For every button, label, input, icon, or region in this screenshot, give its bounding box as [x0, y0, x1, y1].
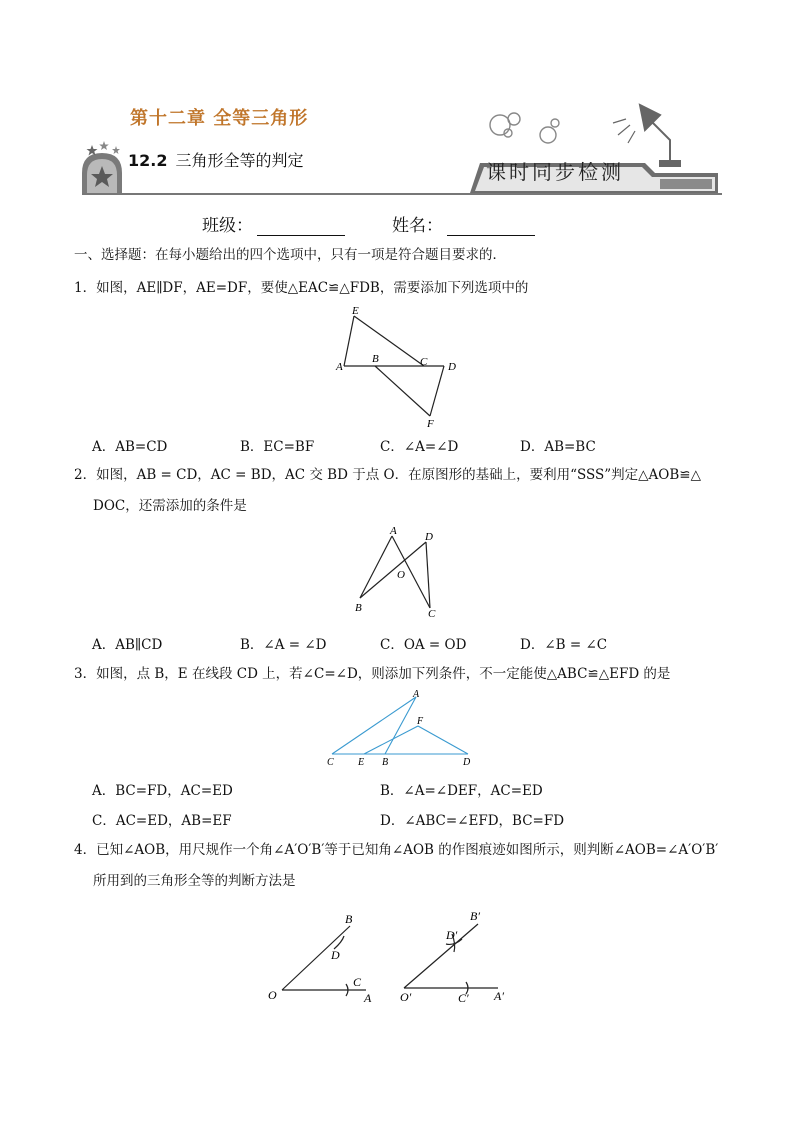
q3-option-c[interactable]: C．AC=ED，AB=EF [92, 813, 232, 829]
section-heading: 一、选择题：在每小题给出的四个选项中，只有一项是符合题目要求的． [74, 247, 506, 263]
q2-label-b: B [355, 602, 362, 614]
q4-left-label-d: D [331, 948, 340, 962]
q1-figure [330, 302, 465, 427]
q1-label-c: C [420, 356, 428, 368]
q3-label-f: F [417, 716, 424, 727]
q3-option-b[interactable]: B．∠A=∠DEF，AC=ED [380, 783, 543, 799]
q4-figure-right [390, 906, 520, 1011]
q4-right-label-d: D′ [446, 928, 458, 942]
class-label: 班级： [202, 216, 253, 236]
q4-figure-left [262, 906, 382, 1011]
q4-right-label-b: B′ [470, 909, 480, 923]
class-blank[interactable] [257, 219, 345, 236]
q4-left-label-c: C [353, 975, 362, 989]
q2-figure [348, 522, 448, 622]
q2-label-c: C [428, 608, 436, 620]
q3-option-d[interactable]: D．∠ABC=∠EFD，BC=FD [380, 813, 565, 829]
q3-label-b: B [382, 757, 389, 768]
banner-text: 课时同步检测 [486, 160, 624, 184]
q3-figure [322, 688, 482, 768]
name-field[interactable] [392, 211, 535, 236]
q4-left-label-a: A [364, 991, 372, 1005]
q2-label-d: D [425, 531, 433, 543]
class-field[interactable] [202, 211, 345, 236]
q1-option-d[interactable]: D．AB=BC [520, 439, 596, 455]
chapter-title: 第十二章 全等三角形 [130, 108, 309, 129]
q3-label-c: C [327, 757, 334, 768]
name-label: 姓名： [392, 216, 443, 236]
q4-left-label-b: B [345, 912, 353, 926]
section-name: 三角形全等的判定 [175, 151, 304, 170]
q4-right-label-c: C′ [458, 991, 469, 1005]
q1-label-b: B [372, 353, 379, 365]
q2-stem-line2: DOC，还需添加的条件是 [93, 498, 247, 514]
q1-stem: 1．如图，AE∥DF，AE=DF，要使△EAC≌△FDB，需要添加下列选项中的 [74, 280, 529, 296]
q1-label-e: E [352, 305, 359, 317]
q4-left-label-o: O [268, 988, 277, 1002]
q3-label-d: D [463, 757, 471, 768]
q2-label-a: A [390, 525, 397, 537]
q3-label-e: E [358, 757, 365, 768]
section-title [128, 148, 304, 171]
bubbles-icon [490, 113, 559, 143]
q3-stem: 3．如图，点 B，E 在线段 CD 上，若∠C=∠D，则添加下列条件，不一定能使△ABC≌△EFD 的是 [74, 666, 671, 682]
q1-label-f: F [427, 418, 434, 427]
q2-label-o: O [397, 569, 405, 581]
q2-option-b[interactable]: B．∠A = ∠D [240, 637, 327, 653]
q1-option-a[interactable]: A．AB=CD [92, 439, 168, 455]
q3-label-a: A [413, 689, 420, 700]
q2-option-d[interactable]: D．∠B = ∠C [520, 637, 608, 653]
q1-label-a: A [336, 361, 343, 373]
star-badge-icon [82, 141, 122, 193]
q4-right-label-a: A′ [494, 989, 504, 1003]
q4-stem-line2: 所用到的三角形全等的判断方法是 [93, 873, 296, 889]
q2-option-c[interactable]: C．OA = OD [380, 637, 467, 653]
name-blank[interactable] [447, 219, 535, 236]
q2-option-a[interactable]: A．AB∥CD [92, 637, 163, 653]
q4-stem-line1: 4．已知∠AOB，用尺规作一个角∠A′O′B′等于已知角∠AOB 的作图痕迹如图所示，则判断∠AOB=∠A′O′B′ [74, 842, 719, 858]
q4-right-label-o: O′ [400, 990, 412, 1004]
q3-option-a[interactable]: A．BC=FD，AC=ED [92, 783, 233, 799]
q2-stem-line1: 2．如图，AB = CD，AC = BD，AC 交 BD 于点 O．在原图形的基础上，要利用“SSS”判定△AOB≌△ [74, 467, 701, 483]
q1-option-c[interactable]: C．∠A=∠D [380, 439, 459, 455]
q1-label-d: D [448, 361, 456, 373]
q1-option-b[interactable]: B．EC=BF [240, 439, 315, 455]
header-rule [82, 193, 722, 195]
section-number: 12.2 [128, 151, 168, 170]
